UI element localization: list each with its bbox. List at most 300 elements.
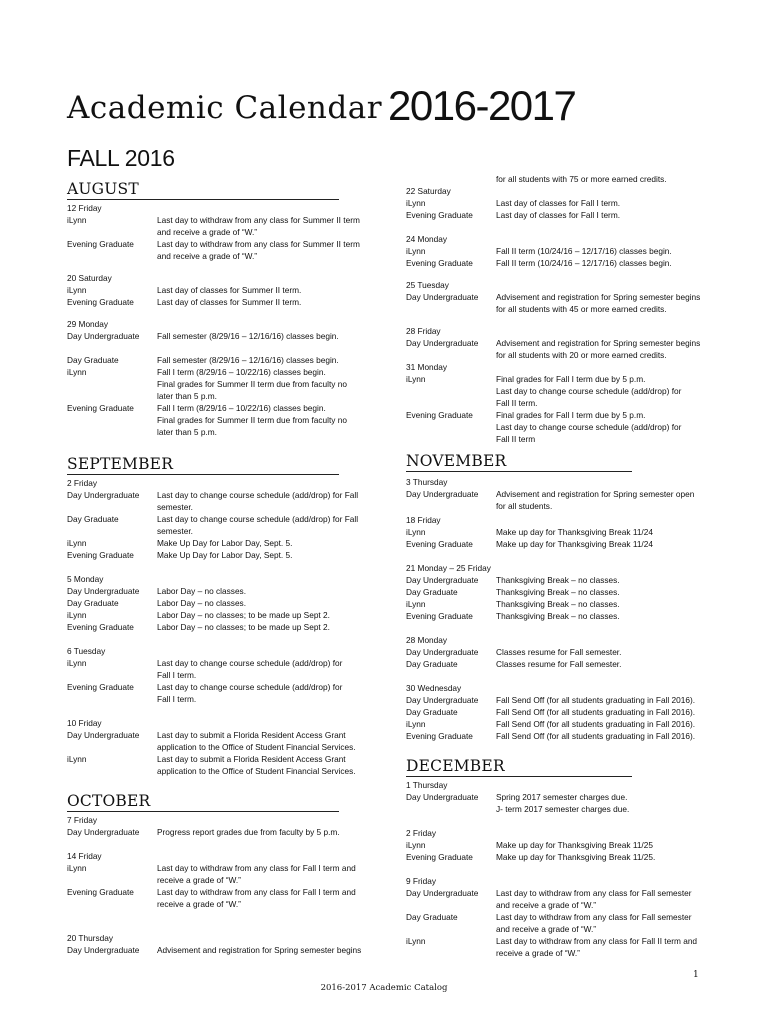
left-column	[67, 179, 377, 956]
calendar-entry	[406, 245, 736, 257]
event-line: Classes resume for Fall semester.	[496, 647, 622, 657]
audience-label: Evening Graduate	[67, 403, 134, 413]
event-line: Make up day for Thanksgiving Break 11/24	[496, 527, 653, 537]
calendar-entry	[406, 839, 736, 851]
calendar-entry	[406, 409, 736, 445]
day-group	[406, 682, 736, 742]
audience-label: Day Undergraduate	[406, 695, 479, 705]
event-description	[157, 284, 377, 296]
event-line: Last day to withdraw from any class for Fall I term and	[157, 863, 356, 873]
event-line: Last day to submit a Florida Resident Access Grant	[157, 730, 346, 740]
event-description	[157, 537, 377, 549]
event-line: Last day to change course schedule (add/drop) for Fall	[157, 490, 359, 500]
event-description	[157, 238, 377, 262]
audience-label: Day Graduate	[67, 355, 119, 365]
event-description	[157, 886, 377, 910]
day-group	[67, 645, 377, 705]
event-line: Classes resume for Fall semester.	[496, 659, 622, 669]
event-line: semester.	[157, 502, 193, 512]
event-line: Make up day for Thanksgiving Break 11/25.	[496, 852, 656, 862]
event-line: Last day to change course schedule (add/drop) for	[496, 386, 682, 396]
event-line: Thanksgiving Break – no classes.	[496, 587, 620, 597]
event-line: application to the Office of Student Financial Services.	[157, 742, 356, 752]
audience-label: iLynn	[67, 754, 87, 764]
audience-label: iLynn	[406, 198, 426, 208]
event-line: Fall Send Off (for all students graduating in Fall 2016).	[496, 707, 696, 717]
day-heading: 1 Thursday	[406, 780, 448, 790]
event-description	[496, 839, 736, 851]
event-line: Final grades for Fall I term due by 5 p.m.	[496, 374, 646, 384]
audience-label: Evening Graduate	[406, 731, 473, 741]
footer: 2016-2017 Academic Catalog	[320, 983, 448, 993]
calendar-entry	[406, 646, 736, 658]
event-line: Fall semester (8/29/16 – 12/16/16) classes begin.	[157, 331, 339, 341]
day-heading: 2 Friday	[406, 828, 436, 838]
calendar-entry	[67, 296, 377, 308]
calendar-entry	[67, 585, 377, 597]
day-group	[67, 850, 377, 910]
audience-label: Day Undergraduate	[67, 490, 140, 500]
month-section	[406, 173, 736, 445]
calendar-entry	[406, 209, 736, 221]
day-heading: 30 Wednesday	[406, 683, 462, 693]
audience-label: iLynn	[67, 538, 87, 548]
day-group	[406, 827, 736, 863]
calendar-entry	[406, 173, 736, 185]
audience-label: Day Graduate	[406, 587, 458, 597]
event-description	[496, 935, 736, 959]
event-line: Last day to change course schedule (add/drop) for	[157, 658, 343, 668]
day-heading: 24 Monday	[406, 234, 448, 244]
event-line: Fall semester (8/29/16 – 12/16/16) classes begin.	[157, 355, 339, 365]
day-heading: 2 Friday	[67, 478, 97, 488]
day-heading: 25 Tuesday	[406, 280, 449, 290]
event-line: Make up day for Thanksgiving Break 11/25	[496, 840, 653, 850]
day-heading: 5 Monday	[67, 574, 104, 584]
event-description	[157, 296, 377, 308]
event-description	[157, 944, 377, 956]
day-group	[67, 477, 377, 561]
event-line: for all students.	[496, 501, 553, 511]
audience-label: Evening Graduate	[406, 852, 473, 862]
event-description	[496, 526, 736, 538]
event-line: for all students with 45 or more earned credits.	[496, 304, 667, 314]
event-line: Final grades for Fall I term due by 5 p.m.	[496, 410, 646, 420]
calendar-entry	[67, 729, 377, 753]
event-line: Advisement and registration for Spring semester open	[496, 489, 695, 499]
event-description	[496, 574, 736, 586]
event-line: application to the Office of Student Financial Services.	[157, 766, 356, 776]
event-line: later than 5 p.m.	[157, 391, 217, 401]
audience-label: iLynn	[406, 246, 426, 256]
event-line: semester.	[157, 526, 193, 536]
event-line: Last day to withdraw from any class for Fall semester	[496, 912, 692, 922]
calendar-entry	[406, 911, 736, 935]
audience-label: iLynn	[406, 374, 426, 384]
audience-label: Evening Graduate	[406, 611, 473, 621]
month-heading: OCTOBER	[67, 791, 339, 812]
day-heading: 6 Tuesday	[67, 646, 106, 656]
event-description	[157, 862, 377, 886]
day-group	[406, 476, 736, 512]
event-line: Labor Day – no classes.	[157, 586, 247, 596]
calendar-entry	[406, 598, 736, 610]
audience-label: Day Undergraduate	[406, 647, 479, 657]
event-line: Make Up Day for Labor Day, Sept. 5.	[157, 538, 293, 548]
day-group	[406, 233, 736, 269]
audience-label: iLynn	[67, 658, 87, 668]
calendar-entry	[67, 549, 377, 561]
event-description	[157, 513, 377, 537]
event-description	[157, 489, 377, 513]
day-group	[406, 361, 736, 445]
calendar-entry	[67, 681, 377, 705]
calendar-entry	[67, 657, 377, 681]
event-description	[496, 409, 736, 445]
event-line: Fall II term.	[496, 398, 538, 408]
day-heading: 18 Friday	[406, 515, 441, 525]
audience-label: iLynn	[67, 215, 87, 225]
day-heading: 20 Saturday	[67, 273, 112, 283]
audience-label: Day Graduate	[406, 912, 458, 922]
event-description	[496, 373, 736, 409]
audience-label: iLynn	[406, 599, 426, 609]
audience-label: Evening Graduate	[67, 239, 134, 249]
event-line: Thanksgiving Break – no classes.	[496, 575, 620, 585]
day-heading: 29 Monday	[67, 319, 109, 329]
event-description	[496, 245, 736, 257]
event-line: Labor Day – no classes.	[157, 598, 247, 608]
day-group	[67, 814, 377, 838]
event-description	[157, 366, 377, 402]
calendar-entry	[406, 935, 736, 959]
day-group	[406, 562, 736, 622]
audience-label: iLynn	[67, 863, 87, 873]
event-line: Fall Send Off (for all students graduating in Fall 2016).	[496, 719, 696, 729]
event-line: Last day to submit a Florida Resident Access Grant	[157, 754, 346, 764]
event-line: and receive a grade of “W.”	[496, 900, 597, 910]
event-line: and receive a grade of “W.”	[496, 924, 597, 934]
audience-label: Evening Graduate	[67, 622, 134, 632]
calendar-entry	[67, 753, 377, 777]
calendar-entry	[67, 609, 377, 621]
event-line: Thanksgiving Break – no classes.	[496, 611, 620, 621]
day-heading: 31 Monday	[406, 362, 448, 372]
event-line: Fall II term	[496, 434, 536, 444]
audience-label: Evening Graduate	[67, 682, 134, 692]
event-line: later than 5 p.m.	[157, 427, 217, 437]
day-heading: 28 Monday	[406, 635, 448, 645]
event-line: Advisement and registration for Spring semester begins	[496, 292, 701, 302]
event-description	[157, 753, 377, 777]
audience-label: iLynn	[67, 285, 87, 295]
month-section	[67, 179, 377, 438]
audience-label: Day Undergraduate	[67, 827, 140, 837]
event-line: Last day of classes for Summer II term.	[157, 297, 302, 307]
day-group	[406, 514, 736, 550]
event-description	[157, 826, 377, 838]
audience-label: Day Graduate	[406, 659, 458, 669]
event-description	[496, 706, 736, 718]
event-line: Fall Send Off (for all students graduating in Fall 2016).	[496, 731, 696, 741]
calendar-entry	[67, 537, 377, 549]
calendar-entry	[67, 513, 377, 537]
calendar-entry	[67, 944, 377, 956]
event-line: and receive a grade of “W.”	[157, 227, 258, 237]
event-description	[496, 291, 736, 315]
event-line: Progress report grades due from faculty by 5 p.m.	[157, 827, 340, 837]
audience-label: Day Undergraduate	[406, 792, 479, 802]
calendar-entry	[67, 826, 377, 838]
day-heading: 28 Friday	[406, 326, 441, 336]
event-description	[496, 586, 736, 598]
page-number: 1	[693, 970, 699, 980]
day-heading: 14 Friday	[67, 851, 102, 861]
month-heading: NOVEMBER	[406, 451, 632, 472]
audience-label: Day Undergraduate	[406, 338, 479, 348]
event-line: Fall I term (8/29/16 – 10/22/16) classes begin.	[157, 403, 326, 413]
event-line: Advisement and registration for Spring semester begins	[157, 945, 362, 955]
event-description	[496, 598, 736, 610]
audience-label: Evening Graduate	[406, 410, 473, 420]
month-section	[67, 791, 377, 956]
day-group	[406, 173, 736, 185]
day-group	[406, 634, 736, 670]
day-heading: 3 Thursday	[406, 477, 448, 487]
calendar-entry	[67, 214, 377, 238]
event-line: Make up day for Thanksgiving Break 11/24	[496, 539, 653, 549]
month-section	[406, 451, 736, 742]
event-description	[157, 354, 377, 366]
day-heading: 21 Monday – 25 Friday	[406, 563, 491, 573]
audience-label: Day Undergraduate	[67, 945, 140, 955]
calendar-entry	[406, 197, 736, 209]
audience-label: Day Undergraduate	[406, 489, 479, 499]
day-group	[406, 185, 736, 221]
event-description	[157, 681, 377, 705]
event-line: Make Up Day for Labor Day, Sept. 5.	[157, 550, 293, 560]
event-description	[496, 730, 736, 742]
event-line: Fall II term (10/24/16 – 12/17/16) classes begin.	[496, 246, 672, 256]
calendar-entry	[406, 373, 736, 409]
day-group	[67, 318, 377, 438]
event-line: Final grades for Summer II term due from faculty no	[157, 415, 347, 425]
audience-label: iLynn	[67, 367, 87, 377]
event-description	[496, 646, 736, 658]
event-description	[157, 621, 377, 633]
calendar-entry	[406, 488, 736, 512]
audience-label: iLynn	[406, 527, 426, 537]
calendar-entry	[406, 610, 736, 622]
calendar-entry	[406, 291, 736, 315]
calendar-entry	[67, 621, 377, 633]
event-line: Thanksgiving Break – no classes.	[496, 599, 620, 609]
day-heading: 12 Friday	[67, 203, 102, 213]
month-heading: SEPTEMBER	[67, 454, 339, 475]
calendar-entry	[406, 257, 736, 269]
event-description	[157, 597, 377, 609]
calendar-entry	[406, 718, 736, 730]
event-description	[496, 791, 736, 815]
right-column	[406, 173, 736, 959]
audience-label: Day Undergraduate	[67, 730, 140, 740]
event-description	[157, 657, 377, 681]
event-line: Last day of classes for Summer II term.	[157, 285, 302, 295]
calendar-entry	[406, 730, 736, 742]
calendar-entry	[406, 791, 736, 815]
audience-label: Evening Graduate	[406, 539, 473, 549]
audience-label: Evening Graduate	[406, 258, 473, 268]
event-line: for all students with 75 or more earned credits.	[496, 174, 667, 184]
event-line: and receive a grade of “W.”	[157, 251, 258, 261]
audience-label: Day Undergraduate	[406, 888, 479, 898]
audience-label	[406, 173, 496, 185]
calendar-entry	[67, 342, 377, 354]
event-line: J- term 2017 semester charges due.	[496, 804, 630, 814]
day-group	[406, 325, 736, 361]
event-line: Last day of classes for Fall I term.	[496, 210, 621, 220]
event-description	[496, 658, 736, 670]
audience-label: Day Graduate	[406, 707, 458, 717]
event-line: Labor Day – no classes; to be made up Sept 2.	[157, 622, 330, 632]
event-description	[157, 585, 377, 597]
event-line: Labor Day – no classes; to be made up Sept 2.	[157, 610, 330, 620]
day-group	[67, 202, 377, 262]
calendar-entry	[67, 597, 377, 609]
calendar-entry	[406, 658, 736, 670]
calendar-entry	[406, 526, 736, 538]
day-heading: 7 Friday	[67, 815, 97, 825]
day-group	[67, 272, 377, 308]
event-description	[157, 729, 377, 753]
event-line: for all students with 20 or more earned credits.	[496, 350, 667, 360]
day-group	[406, 875, 736, 959]
audience-label: Day Graduate	[67, 514, 119, 524]
calendar-entry	[406, 887, 736, 911]
event-description	[496, 197, 736, 209]
calendar-entry	[406, 538, 736, 550]
event-line: Last day to change course schedule (add/drop) for Fall	[157, 514, 359, 524]
calendar-entry	[67, 284, 377, 296]
day-heading: 10 Friday	[67, 718, 102, 728]
event-line: Last day of classes for Fall I term.	[496, 198, 621, 208]
day-heading: 9 Friday	[406, 876, 436, 886]
calendar-entry	[67, 366, 377, 402]
document-title	[67, 80, 575, 128]
audience-label: iLynn	[406, 936, 426, 946]
audience-label: Day Graduate	[67, 598, 119, 608]
calendar-entry	[67, 886, 377, 910]
audience-label: iLynn	[67, 610, 87, 620]
day-heading: 22 Saturday	[406, 186, 451, 196]
calendar-entry	[406, 574, 736, 586]
month-section	[406, 756, 736, 959]
calendar-entry	[67, 330, 377, 342]
event-line: receive a grade of “W.”	[496, 948, 580, 958]
audience-label: Day Undergraduate	[67, 586, 140, 596]
event-line: Fall I term.	[157, 670, 197, 680]
calendar-entry	[406, 706, 736, 718]
event-description	[496, 851, 736, 863]
event-description	[157, 342, 377, 354]
event-line: receive a grade of “W.”	[157, 899, 241, 909]
event-description	[496, 610, 736, 622]
event-description	[157, 214, 377, 238]
title-year: 2016-2017	[388, 82, 576, 129]
event-description	[157, 609, 377, 621]
audience-label: Day Undergraduate	[406, 292, 479, 302]
event-line: Last day to change course schedule (add/drop) for	[157, 682, 343, 692]
event-line: Advisement and registration for Spring semester begins	[496, 338, 701, 348]
event-description	[157, 549, 377, 561]
event-description	[157, 402, 377, 438]
calendar-entry	[67, 489, 377, 513]
semester-heading: FALL 2016	[67, 145, 175, 171]
day-group	[67, 717, 377, 777]
event-description	[496, 694, 736, 706]
calendar-entry	[406, 851, 736, 863]
event-line: Fall Send Off (for all students graduating in Fall 2016).	[496, 695, 696, 705]
event-line: Fall I term.	[157, 694, 197, 704]
audience-label: iLynn	[406, 719, 426, 729]
event-description	[496, 887, 736, 911]
event-line: Last day to withdraw from any class for Summer II term	[157, 215, 360, 225]
event-line	[157, 342, 377, 354]
day-group	[406, 279, 736, 315]
audience-label: Evening Graduate	[406, 210, 473, 220]
month-heading: AUGUST	[67, 179, 339, 200]
event-line: Spring 2017 semester charges due.	[496, 792, 628, 802]
event-line: Last day to withdraw from any class for Summer II term	[157, 239, 360, 249]
event-description	[496, 173, 736, 185]
event-description	[496, 257, 736, 269]
calendar-entry	[67, 402, 377, 438]
audience-label: iLynn	[406, 840, 426, 850]
audience-label: Day Undergraduate	[67, 331, 140, 341]
event-line: Final grades for Summer II term due from faculty no	[157, 379, 347, 389]
day-group	[406, 779, 736, 815]
event-line: Fall I term (8/29/16 – 10/22/16) classes begin.	[157, 367, 326, 377]
calendar-entry	[406, 694, 736, 706]
calendar-entry	[67, 238, 377, 262]
calendar-entry	[67, 354, 377, 366]
event-line: Fall II term (10/24/16 – 12/17/16) classes begin.	[496, 258, 672, 268]
month-heading: DECEMBER	[406, 756, 632, 777]
event-line: Last day to withdraw from any class for Fall II term and	[496, 936, 698, 946]
event-line: Last day to withdraw from any class for Fall semester	[496, 888, 692, 898]
event-line: receive a grade of “W.”	[157, 875, 241, 885]
event-line: Last day to change course schedule (add/drop) for	[496, 422, 682, 432]
month-section	[67, 454, 377, 777]
event-description	[496, 209, 736, 221]
event-description	[496, 538, 736, 550]
day-group	[67, 932, 377, 956]
event-description	[496, 488, 736, 512]
audience-label: Evening Graduate	[67, 887, 134, 897]
calendar-entry	[406, 586, 736, 598]
audience-label: Evening Graduate	[67, 297, 134, 307]
event-description	[496, 718, 736, 730]
event-line: Last day to withdraw from any class for Fall I term and	[157, 887, 356, 897]
day-group	[67, 573, 377, 633]
audience-label: Day Undergraduate	[406, 575, 479, 585]
event-description	[496, 337, 736, 361]
title-text: Academic Calendar	[67, 90, 383, 126]
calendar-entry	[406, 337, 736, 361]
audience-label: Evening Graduate	[67, 550, 134, 560]
day-heading: 20 Thursday	[67, 933, 113, 943]
audience-label	[67, 342, 157, 354]
